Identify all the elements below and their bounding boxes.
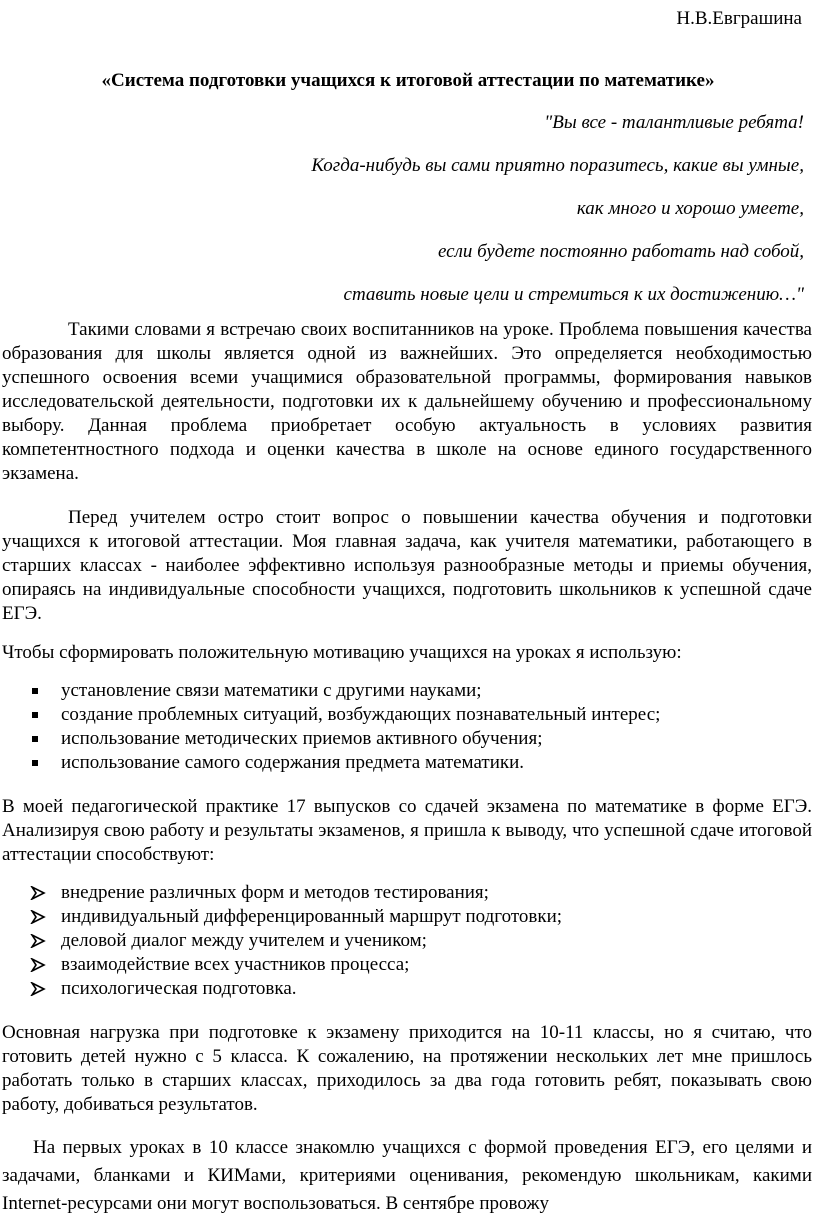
list-item — [2, 751, 812, 775]
arrow-bullet-icon — [30, 934, 46, 948]
list-item — [2, 929, 812, 953]
list-item-text: индивидуальный дифференцированный маршрут подготовки; — [61, 906, 563, 927]
arrow-bullet-icon — [30, 886, 46, 900]
epigraph-line: если будете постоянно работать над собой, — [437, 241, 804, 262]
epigraph-line: ставить новые цели и стремиться к их достижению…" — [343, 284, 804, 305]
motivation-list — [2, 679, 812, 775]
list-item — [2, 703, 812, 727]
arrow-bullet-icon — [30, 958, 46, 972]
document-title: «Система подготовки учащихся к итоговой аттестации по математике» — [101, 70, 715, 91]
list-item-text: психологическая подготовка. — [61, 978, 297, 999]
square-bullet-icon — [32, 736, 38, 742]
list-item — [2, 727, 812, 751]
list-item-text: деловой диалог между учителем и учеником; — [61, 930, 427, 951]
paragraph-teacher-task: Перед учителем остро стоит вопрос о повышении качества обучения и подготовки учащихся к итоговой аттестации. Моя главная задача, как учителя математики, работающего в старших классах - наиболее эффективно используя разнообразные методы и приемы обучения, опираясь на индивидуальные способности учащихся, подготовить школьников к успешной сдаче ЕГЭ. — [2, 507, 812, 624]
list-item — [2, 977, 812, 1001]
body-text — [2, 318, 812, 1218]
list-item — [2, 881, 812, 905]
square-bullet-icon — [32, 760, 38, 766]
list-item-text: взаимодействие всех участников процесса; — [61, 954, 410, 975]
success-factors-list — [2, 881, 812, 1001]
epigraph — [84, 108, 804, 323]
epigraph-line: "Вы все - талантливые ребята! — [544, 112, 804, 133]
list-item — [2, 679, 812, 703]
author-name: Н.В.Евграшина — [676, 8, 802, 29]
list-item-text: использование самого содержания предмета математики. — [61, 752, 525, 773]
paragraph-motivation-intro: Чтобы сформировать положительную мотивацию учащихся на уроках я использую: — [2, 642, 682, 663]
square-bullet-icon — [32, 688, 38, 694]
list-item — [2, 905, 812, 929]
paragraph-workload: Основная нагрузка при подготовке к экзамену приходится на 10-11 классы, но я считаю, что готовить детей нужно с 5 класса. К сожалению, на протяжении нескольких лет мне пришлось работать только в старших классах, приходилось за два года готовить ребят, показывать свою работу, добиваться результатов. — [2, 1022, 812, 1115]
list-item-text: установление связи математики с другими науками; — [61, 680, 482, 701]
list-item-text: внедрение различных форм и методов тестирования; — [61, 882, 489, 903]
list-item — [2, 953, 812, 977]
arrow-bullet-icon — [30, 910, 46, 924]
list-item-text: использование методических приемов активного обучения; — [61, 728, 543, 749]
epigraph-line: Когда-нибудь вы сами приятно поразитесь, какие вы умные, — [311, 155, 804, 176]
epigraph-line: как много и хорошо умеете, — [576, 198, 804, 219]
square-bullet-icon — [32, 712, 38, 718]
paragraph-first-lessons: На первых уроках в 10 классе знакомлю учащихся с формой проведения ЕГЭ, его целями и задачами, бланками и КИМами, критериями оценивания, рекомендую школьникам, какими Internet-ресурсами они могут воспользоваться. В сентябре провожу — [2, 1137, 812, 1214]
paragraph-intro: Такими словами я встречаю своих воспитанников на уроке. Проблема повышения качества образования для школы является одной из важнейших. Это определяется необходимостью успешного освоения всеми учащимися образовательной программы, формирования навыков исследовательской деятельности, подготовки их к дальнейшему обучению и профессиональному выбору. Данная проблема приобретает особую актуальность в условиях развития компетентностного подхода и оценки качества в школе на основе единого государственного экзамена. — [2, 319, 812, 484]
list-item-text: создание проблемных ситуаций, возбуждающих познавательный интерес; — [61, 704, 661, 725]
arrow-bullet-icon — [30, 982, 46, 996]
paragraph-experience: В моей педагогической практике 17 выпусков со сдачей экзамена по математике в форме ЕГЭ. Анализируя свою работу и результаты экзаменов, я пришла к выводу, что успешной сдаче итоговой аттестации способствуют: — [2, 796, 812, 865]
